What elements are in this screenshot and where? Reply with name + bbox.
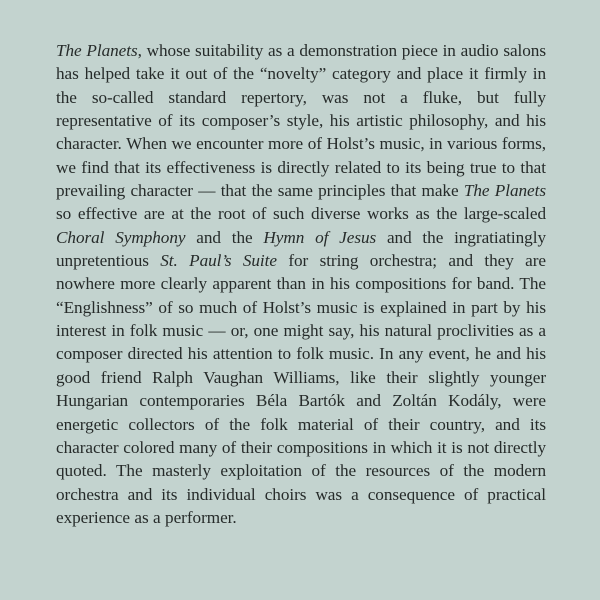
text-run: for string orchestra; and they are nowhere more clearly apparent than in his compositions for band. The “Englishness” of so much of Holst’s music is explained in part by his interest in folk music — or, one might say, his natural proclivities as a composer directed his attention to folk music. In any event, he and his good friend Ralph Vaughan Williams, like their slightly younger Hungarian contemporaries Béla Bartók and Zoltán Kodály, were energetic collectors of the folk material of their country, and its character colored many of their compositions in which it is not directly quoted. The masterly exploitation of the resources of the modern orchestra and its individual choirs was a consequence of practical experience as a performer.: [56, 251, 546, 527]
title-hymn-of-jesus: Hymn of Jesus: [263, 227, 377, 247]
text-run: and the ingratiatingly unpretentious: [56, 227, 546, 271]
text-run: and the: [185, 227, 264, 247]
body-paragraph: [56, 39, 546, 529]
title-the-planets: The Planets: [56, 41, 138, 60]
title-choral-symphony: Choral Symphony: [56, 227, 186, 247]
title-st-pauls-suite: St. Paul’s Suite: [160, 251, 277, 271]
text-run: so effective are at the root of such diverse works as the large-scaled: [56, 204, 546, 224]
title-the-planets-2: The Planets: [463, 181, 546, 201]
text-run: , whose suitability as a demonstration piece in audio salons has helped take it out of the “novelty” category and place it firmly in the so-called standard repertory, was not a fluke, but fully representative of its composer’s style, his artistic philosophy, and his character. When we encounter more of Holst’s music, in various forms, we find that its effectiveness is directly related to its being true to that prevailing character — that the same principles that make: [56, 41, 546, 201]
